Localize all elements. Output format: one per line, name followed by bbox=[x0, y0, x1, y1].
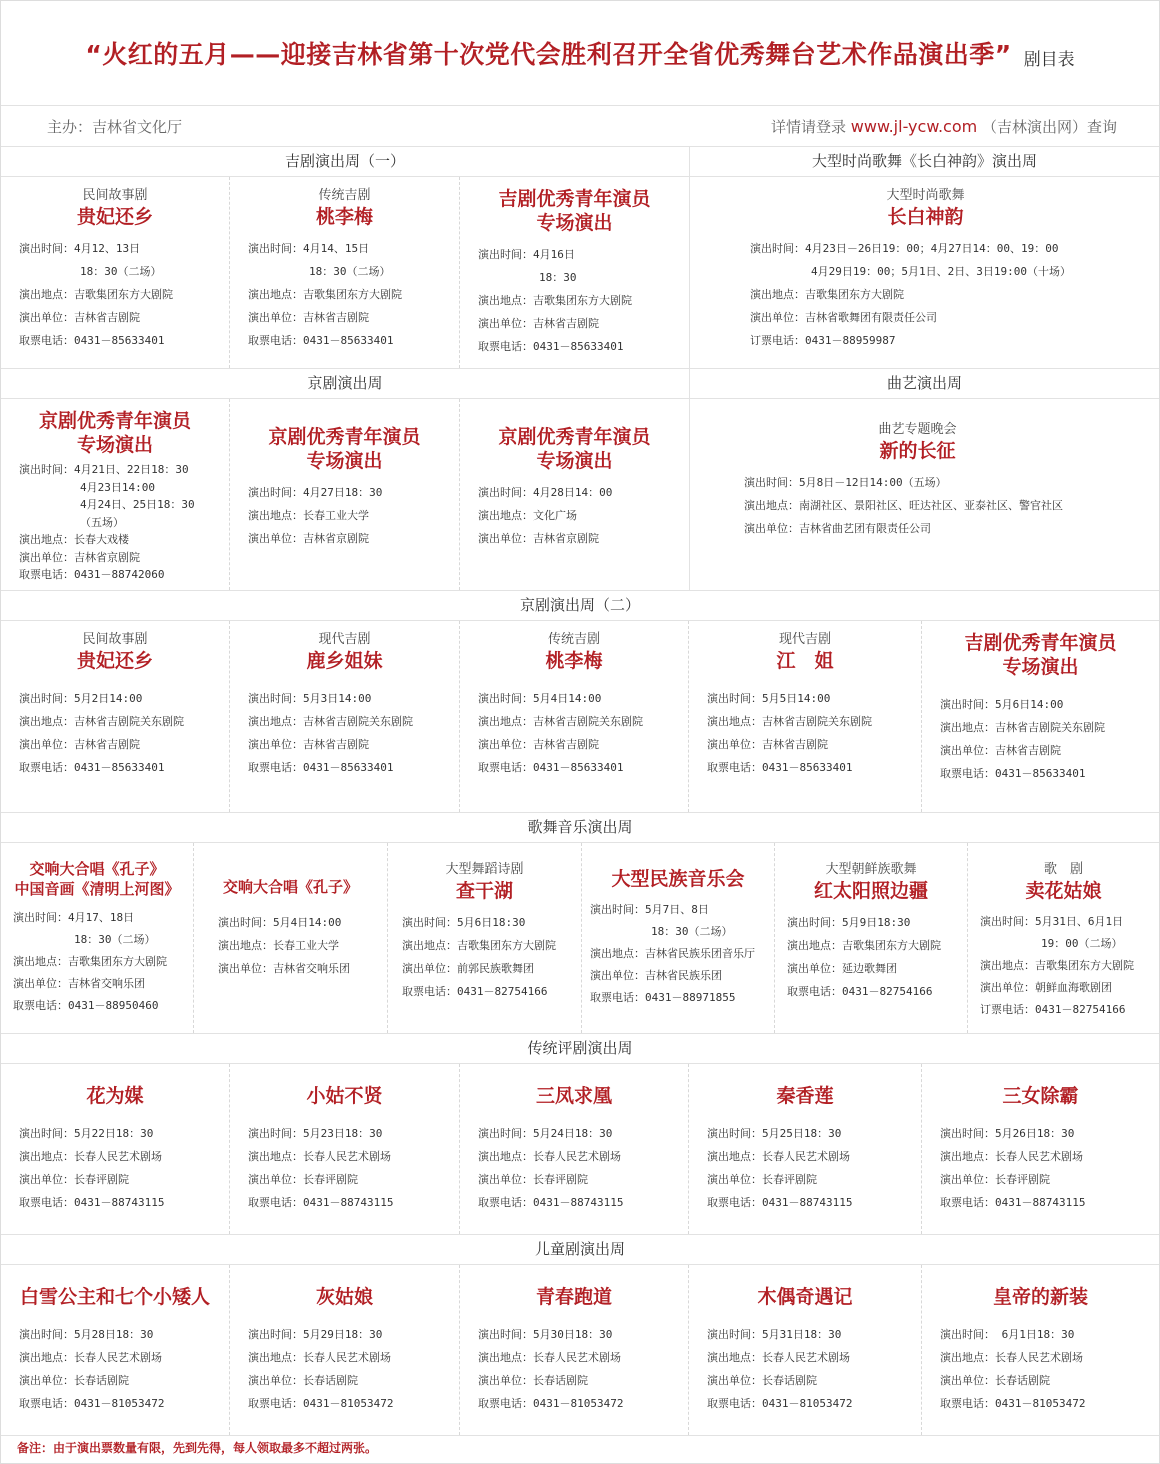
program-info bbox=[693, 1122, 917, 1214]
info-line: 演出地点：吉歌集团东方大剧院 bbox=[478, 294, 632, 307]
program-card bbox=[230, 399, 460, 590]
section-title: 传统评剧演出周 bbox=[1, 1034, 1159, 1064]
info-line: 演出时间：5月31日、6月1日 bbox=[980, 915, 1124, 928]
program-name: 桃李梅 bbox=[315, 206, 373, 228]
info-line: 演出时间：4月17、18日 bbox=[13, 911, 135, 924]
program-info bbox=[926, 1122, 1155, 1214]
program-info bbox=[926, 1323, 1155, 1415]
program-info bbox=[693, 687, 917, 779]
program-info bbox=[234, 237, 455, 352]
info-line: 取票电话：0431－88950460 bbox=[13, 999, 159, 1012]
info-line: 演出地点：长春人民艺术剧场 bbox=[19, 1150, 162, 1163]
program-name: 吉剧优秀青年演员 bbox=[964, 632, 1117, 654]
section-quyi-week bbox=[690, 369, 1159, 590]
info-line: 演出地点：长春人民艺术剧场 bbox=[940, 1150, 1083, 1163]
program-name: 查干湖 bbox=[455, 880, 513, 902]
info-line: 演出时间：4月16日 bbox=[478, 248, 575, 261]
info-line: 取票电话：0431－88742060 bbox=[19, 568, 165, 581]
program-info bbox=[464, 1323, 684, 1415]
info-line: 演出单位：吉林省民族乐团 bbox=[590, 969, 722, 982]
program-info bbox=[972, 911, 1155, 1021]
program-info bbox=[5, 1122, 225, 1214]
program-name-line2: 专场演出 bbox=[536, 450, 613, 472]
info-line: 演出地点：长春人民艺术剧场 bbox=[19, 1351, 162, 1364]
program-card bbox=[968, 843, 1159, 1033]
program-info bbox=[730, 471, 1155, 540]
section-row-6 bbox=[1, 1235, 1159, 1436]
program-name: 交响大合唱《孔子》 bbox=[222, 878, 358, 896]
info-line: 取票电话：0431－88743115 bbox=[707, 1196, 853, 1209]
info-line: （五场） bbox=[80, 515, 124, 529]
info-line: 演出时间：4月27日18：30 bbox=[248, 486, 383, 499]
program-genre: 大型舞蹈诗剧 bbox=[445, 862, 524, 877]
info-line: 演出单位：长春话剧院 bbox=[19, 1374, 129, 1387]
program-info bbox=[464, 481, 685, 550]
program-card bbox=[460, 1064, 689, 1234]
program-card bbox=[690, 177, 1159, 358]
program-card bbox=[689, 1265, 922, 1435]
info-line: 演出单位：吉林省吉剧院 bbox=[478, 317, 599, 330]
program-card bbox=[460, 1265, 689, 1435]
info-line: 演出地点：长春人民艺术剧场 bbox=[707, 1150, 850, 1163]
section-row-4 bbox=[1, 813, 1159, 1034]
program-genre: 传统吉剧 bbox=[318, 188, 371, 203]
program-info bbox=[693, 1323, 917, 1415]
info-line: 演出地点：吉歌集团东方大剧院 bbox=[980, 959, 1134, 972]
info-line: 演出地点：长春人民艺术剧场 bbox=[478, 1351, 621, 1364]
info-line: 演出单位：延边歌舞团 bbox=[787, 962, 897, 975]
program-name: 皇帝的新装 bbox=[992, 1286, 1088, 1308]
program-genre: 大型时尚歌舞 bbox=[886, 188, 965, 203]
info-line: 演出地点：长春大戏楼 bbox=[19, 533, 129, 546]
program-card bbox=[194, 843, 388, 1033]
info-line: 演出单位：长春评剧院 bbox=[478, 1173, 588, 1186]
info-line: 演出时间：5月31日18：30 bbox=[707, 1328, 842, 1341]
info-line: 演出单位：长春话剧院 bbox=[940, 1374, 1050, 1387]
info-line: 演出地点：吉歌集团东方大剧院 bbox=[19, 288, 173, 301]
program-name: 白雪公主和七个小矮人 bbox=[19, 1286, 210, 1308]
program-info bbox=[5, 1323, 225, 1415]
info-line: 取票电话：0431－88743115 bbox=[478, 1196, 624, 1209]
section-title: 京剧演出周 bbox=[1, 369, 689, 399]
program-info bbox=[5, 461, 225, 584]
info-line: 演出时间：5月6日18:30 bbox=[402, 916, 526, 929]
program-genre: 曲艺专题晚会 bbox=[878, 422, 957, 437]
info-line: 演出地点：长春工业大学 bbox=[248, 509, 369, 522]
info-line: 演出时间：4月14、15日 bbox=[248, 242, 370, 255]
program-name: 贵妃还乡 bbox=[76, 206, 153, 228]
program-name: 桃李梅 bbox=[545, 650, 603, 672]
program-name: 三女除霸 bbox=[1002, 1085, 1079, 1107]
program-name-line2: 专场演出 bbox=[536, 212, 613, 234]
program-info bbox=[5, 237, 225, 352]
info-line: 演出单位：吉林省京剧院 bbox=[478, 532, 599, 545]
program-info bbox=[464, 1122, 684, 1214]
info-line: 取票电话：0431－82754166 bbox=[787, 985, 933, 998]
section-row-5 bbox=[1, 1034, 1159, 1235]
program-card bbox=[689, 1064, 922, 1234]
info-line: 演出时间：5月3日14:00 bbox=[248, 692, 372, 705]
info-line: 演出单位：吉林省吉剧院 bbox=[478, 738, 599, 751]
info-line: 演出单位：长春话剧院 bbox=[248, 1374, 358, 1387]
program-info bbox=[198, 911, 383, 980]
info-line: 演出地点：吉林省民族乐团音乐厅 bbox=[590, 947, 755, 960]
program-info bbox=[779, 911, 963, 1003]
info-line: 18：30（二场） bbox=[80, 265, 162, 278]
info-line: 演出单位：长春评剧院 bbox=[19, 1173, 129, 1186]
program-name: 小姑不贤 bbox=[306, 1085, 383, 1107]
program-genre: 大型朝鲜族歌舞 bbox=[825, 862, 917, 877]
info-line: 演出单位：长春评剧院 bbox=[940, 1173, 1050, 1186]
info-line: 18：30（二场） bbox=[309, 265, 391, 278]
section-jiju-week-1 bbox=[1, 147, 690, 368]
program-card bbox=[460, 177, 689, 368]
info-line: 演出地点：吉林省吉剧院关东剧院 bbox=[940, 721, 1105, 734]
info-line: 演出地点：长春工业大学 bbox=[218, 939, 339, 952]
info-line: 演出地点：吉林省吉剧院关东剧院 bbox=[248, 715, 413, 728]
info-line: 演出单位：长春话剧院 bbox=[478, 1374, 588, 1387]
info-line: 演出地点：长春人民艺术剧场 bbox=[248, 1351, 391, 1364]
info-line: 取票电话：0431－85633401 bbox=[478, 340, 624, 353]
program-genre: 现代吉剧 bbox=[318, 632, 371, 647]
info-line: 演出时间：5月30日18：30 bbox=[478, 1328, 613, 1341]
program-card bbox=[460, 399, 689, 590]
info-line: 演出时间：5月4日14:00 bbox=[218, 916, 342, 929]
footnote: 备注：由于演出票数量有限，先到先得，每人领取最多不超过两张。 bbox=[17, 1441, 378, 1455]
info-line: 演出单位：长春评剧院 bbox=[248, 1173, 358, 1186]
info-line: 演出单位：吉林省交响乐团 bbox=[13, 977, 145, 990]
info-line: 19：00（二场） bbox=[1041, 937, 1123, 950]
program-info bbox=[926, 693, 1155, 785]
program-name: 青春跑道 bbox=[535, 1286, 612, 1308]
sponsor-text: 主办：吉林省文化厅 bbox=[47, 117, 183, 136]
program-name-line2: 专场演出 bbox=[306, 450, 383, 472]
info-line: 演出地点：吉歌集团东方大剧院 bbox=[248, 288, 402, 301]
info-line: 演出时间：5月9日18:30 bbox=[787, 916, 911, 929]
section-jingju-week bbox=[1, 369, 690, 590]
program-info bbox=[736, 237, 1155, 352]
info-line: 演出地点：吉歌集团东方大剧院 bbox=[750, 288, 904, 301]
info-line: 演出时间：4月28日14：00 bbox=[478, 486, 613, 499]
info-line: 演出单位：吉林省歌舞团有限责任公司 bbox=[750, 311, 937, 324]
info-line: 演出地点：南湖社区、景阳社区、旺达社区、亚泰社区、警官社区 bbox=[744, 499, 1063, 512]
info-line: 演出时间：5月25日18：30 bbox=[707, 1127, 842, 1140]
program-card bbox=[1, 1265, 230, 1435]
program-name: 灰姑娘 bbox=[315, 1286, 373, 1308]
section-row-2 bbox=[1, 369, 1159, 591]
program-name: 江 姐 bbox=[776, 650, 834, 672]
section-title: 歌舞音乐演出周 bbox=[1, 813, 1159, 843]
info-line: 演出单位：朝鲜血海歌剧团 bbox=[980, 981, 1112, 994]
info-line: 取票电话：0431－81053472 bbox=[478, 1397, 624, 1410]
page-subtitle: 剧目表 bbox=[1023, 49, 1075, 70]
program-name: 京剧优秀青年演员 bbox=[498, 426, 651, 448]
website-link[interactable]: www.jl-ycw.com bbox=[850, 116, 978, 136]
info-line: 取票电话：0431－88743115 bbox=[248, 1196, 394, 1209]
program-card bbox=[922, 1265, 1159, 1435]
info-line: 订票电话：0431－88959987 bbox=[750, 334, 896, 347]
program-card bbox=[1, 621, 230, 812]
info-line: 取票电话：0431－81053472 bbox=[248, 1397, 394, 1410]
info-line: 演出单位：长春评剧院 bbox=[707, 1173, 817, 1186]
info-line: 演出时间：5月26日18：30 bbox=[940, 1127, 1075, 1140]
info-line: 演出时间：5月8日－12日14:00（五场） bbox=[744, 476, 947, 489]
info-line: 演出地点：长春人民艺术剧场 bbox=[940, 1351, 1083, 1364]
info-line: 演出单位：吉林省曲艺团有限责任公司 bbox=[744, 522, 931, 535]
info-line: 演出地点：吉歌集团东方大剧院 bbox=[787, 939, 941, 952]
info-line: 演出时间：5月22日18：30 bbox=[19, 1127, 154, 1140]
program-name: 长白神韵 bbox=[887, 206, 964, 228]
program-card bbox=[230, 177, 460, 368]
info-line: 取票电话：0431－85633401 bbox=[19, 761, 165, 774]
program-genre: 传统吉剧 bbox=[547, 632, 600, 647]
program-genre: 现代吉剧 bbox=[778, 632, 831, 647]
info-line: 演出单位：吉林省京剧院 bbox=[19, 550, 140, 564]
section-row-3 bbox=[1, 591, 1159, 813]
info-line: 演出地点：文化广场 bbox=[478, 509, 577, 522]
details-text bbox=[771, 116, 1117, 137]
program-card bbox=[388, 843, 582, 1033]
info-line: 取票电话：0431－88971855 bbox=[590, 991, 736, 1004]
program-name-line2: 专场演出 bbox=[76, 434, 153, 456]
info-line: 演出地点：长春人民艺术剧场 bbox=[478, 1150, 621, 1163]
info-line: 取票电话：0431－81053472 bbox=[707, 1397, 853, 1410]
info-line: 4月24日、25日18：30 bbox=[80, 498, 195, 511]
info-line: 演出单位：吉林省吉剧院 bbox=[19, 738, 140, 751]
info-line: 演出时间：4月21日、22日18：30 bbox=[19, 463, 189, 476]
section-title: 儿童剧演出周 bbox=[1, 1235, 1159, 1265]
info-line: 演出单位：吉林省吉剧院 bbox=[248, 311, 369, 324]
info-line: 演出单位：吉林省交响乐团 bbox=[218, 962, 350, 975]
info-line: 取票电话：0431－88743115 bbox=[940, 1196, 1086, 1209]
program-info bbox=[5, 687, 225, 779]
info-line: 18：30（二场） bbox=[651, 925, 733, 938]
info-line: 取票电话：0431－85633401 bbox=[248, 334, 394, 347]
info-line: 演出地点：长春人民艺术剧场 bbox=[707, 1351, 850, 1364]
info-line: 演出地点：吉林省吉剧院关东剧院 bbox=[478, 715, 643, 728]
program-card bbox=[582, 843, 775, 1033]
program-name: 花为媒 bbox=[86, 1085, 144, 1107]
program-info bbox=[234, 1122, 455, 1214]
info-line: 18：30 bbox=[539, 271, 577, 284]
details-suffix: （吉林演出网）查询 bbox=[981, 117, 1117, 136]
info-line: 取票电话：0431－82754166 bbox=[402, 985, 548, 998]
info-line: 演出时间：5月7日、8日 bbox=[590, 903, 709, 916]
info-line: 演出时间：5月29日18：30 bbox=[248, 1328, 383, 1341]
sponsor-bar bbox=[1, 106, 1159, 147]
program-name: 鹿乡姐妹 bbox=[306, 650, 383, 672]
program-card bbox=[689, 621, 922, 812]
info-line: 取票电话：0431－85633401 bbox=[478, 761, 624, 774]
program-name: 新的长征 bbox=[879, 440, 956, 462]
info-line: 18：30（二场） bbox=[74, 933, 156, 946]
info-line: 取票电话：0431－85633401 bbox=[248, 761, 394, 774]
program-info bbox=[234, 687, 455, 779]
program-name: 贵妃还乡 bbox=[76, 650, 153, 672]
info-line: 取票电话：0431－81053472 bbox=[940, 1397, 1086, 1410]
program-card bbox=[922, 621, 1159, 812]
info-line: 演出时间：5月5日14:00 bbox=[707, 692, 831, 705]
info-line: 演出单位：吉林省吉剧院 bbox=[248, 738, 369, 751]
section-title: 京剧演出周（二） bbox=[1, 591, 1159, 621]
info-line: 取票电话：0431－85633401 bbox=[940, 767, 1086, 780]
program-card bbox=[230, 1064, 460, 1234]
info-line: 演出时间：4月23日－26日19：00；4月27日14：00、19：00 bbox=[750, 242, 1059, 255]
info-line: 4月29日19：00；5月1日、2日、3日19:00（十场） bbox=[811, 265, 1071, 278]
program-card bbox=[775, 843, 968, 1033]
info-line: 演出时间：5月2日14:00 bbox=[19, 692, 143, 705]
program-card bbox=[230, 1265, 460, 1435]
section-changbai-week bbox=[690, 147, 1159, 368]
program-name: 大型民族音乐会 bbox=[611, 868, 745, 890]
details-prefix: 详情请登录 bbox=[771, 117, 847, 136]
title-bar bbox=[1, 1, 1159, 106]
program-info bbox=[392, 911, 577, 1003]
program-info bbox=[5, 907, 189, 1017]
info-line: 演出地点：长春人民艺术剧场 bbox=[248, 1150, 391, 1163]
info-line: 演出单位：吉林省吉剧院 bbox=[940, 744, 1061, 757]
info-line: 演出单位：吉林省京剧院 bbox=[248, 532, 369, 545]
program-info bbox=[586, 899, 770, 1009]
info-line: 演出时间： 6月1日18：30 bbox=[940, 1328, 1075, 1341]
info-line: 演出时间：5月23日18：30 bbox=[248, 1127, 383, 1140]
program-card bbox=[1, 1064, 230, 1234]
info-line: 取票电话：0431－85633401 bbox=[19, 334, 165, 347]
program-card bbox=[690, 399, 1159, 546]
program-info bbox=[464, 243, 685, 358]
program-card bbox=[1, 399, 230, 590]
program-card bbox=[460, 621, 689, 812]
info-line: 演出时间：5月24日18：30 bbox=[478, 1127, 613, 1140]
program-name: 秦香莲 bbox=[776, 1085, 834, 1107]
info-line: 演出时间：4月12、13日 bbox=[19, 242, 141, 255]
program-card bbox=[922, 1064, 1159, 1234]
program-info bbox=[234, 481, 455, 550]
program-name: 吉剧优秀青年演员 bbox=[498, 188, 651, 210]
info-line: 演出地点：吉歌集团东方大剧院 bbox=[13, 955, 167, 968]
section-title: 曲艺演出周 bbox=[690, 369, 1159, 399]
info-line: 订票电话：0431－82754166 bbox=[980, 1003, 1126, 1016]
section-row-1 bbox=[1, 147, 1159, 369]
page-title: “火红的五月——迎接吉林省第十次党代会胜利召开全省优秀舞台艺术作品演出季” bbox=[85, 40, 1012, 69]
info-line: 演出时间：5月28日18：30 bbox=[19, 1328, 154, 1341]
info-line: 演出单位：长春话剧院 bbox=[707, 1374, 817, 1387]
info-line: 演出地点：吉林省吉剧院关东剧院 bbox=[707, 715, 872, 728]
program-name-line2: 中国音画《清明上河图》 bbox=[14, 880, 180, 898]
program-card bbox=[1, 177, 230, 368]
program-name: 木偶奇遇记 bbox=[757, 1286, 853, 1308]
program-genre: 民间故事剧 bbox=[82, 632, 148, 647]
info-line: 取票电话：0431－85633401 bbox=[707, 761, 853, 774]
info-line: 演出单位：吉林省吉剧院 bbox=[707, 738, 828, 751]
program-name: 红太阳照边疆 bbox=[813, 880, 928, 902]
info-line: 4月23日14:00 bbox=[80, 480, 155, 494]
info-line: 演出地点：吉林省吉剧院关东剧院 bbox=[19, 715, 184, 728]
info-line: 演出时间：5月6日14:00 bbox=[940, 698, 1064, 711]
info-line: 取票电话：0431－88743115 bbox=[19, 1196, 165, 1209]
section-title: 吉剧演出周（一） bbox=[1, 147, 689, 177]
info-line: 取票电话：0431－81053472 bbox=[19, 1397, 165, 1410]
program-name-line2: 专场演出 bbox=[1002, 656, 1079, 678]
program-name: 卖花姑娘 bbox=[1025, 880, 1102, 902]
section-title: 大型时尚歌舞《长白神韵》演出周 bbox=[690, 147, 1159, 177]
info-line: 演出单位：吉林省吉剧院 bbox=[19, 311, 140, 324]
program-name: 京剧优秀青年演员 bbox=[268, 426, 421, 448]
program-card bbox=[1, 843, 194, 1033]
info-line: 演出地点：吉歌集团东方大剧院 bbox=[402, 939, 556, 952]
program-info bbox=[234, 1323, 455, 1415]
program-card bbox=[230, 621, 460, 812]
program-name: 三凤求凰 bbox=[535, 1085, 612, 1107]
info-line: 演出单位：前郭民族歌舞团 bbox=[402, 962, 534, 975]
program-name: 京剧优秀青年演员 bbox=[38, 410, 191, 432]
program-genre: 民间故事剧 bbox=[82, 188, 148, 203]
program-genre: 歌 剧 bbox=[1043, 862, 1083, 877]
program-name: 交响大合唱《孔子》 bbox=[29, 860, 165, 878]
program-info bbox=[464, 687, 684, 779]
info-line: 演出时间：5月4日14:00 bbox=[478, 692, 602, 705]
